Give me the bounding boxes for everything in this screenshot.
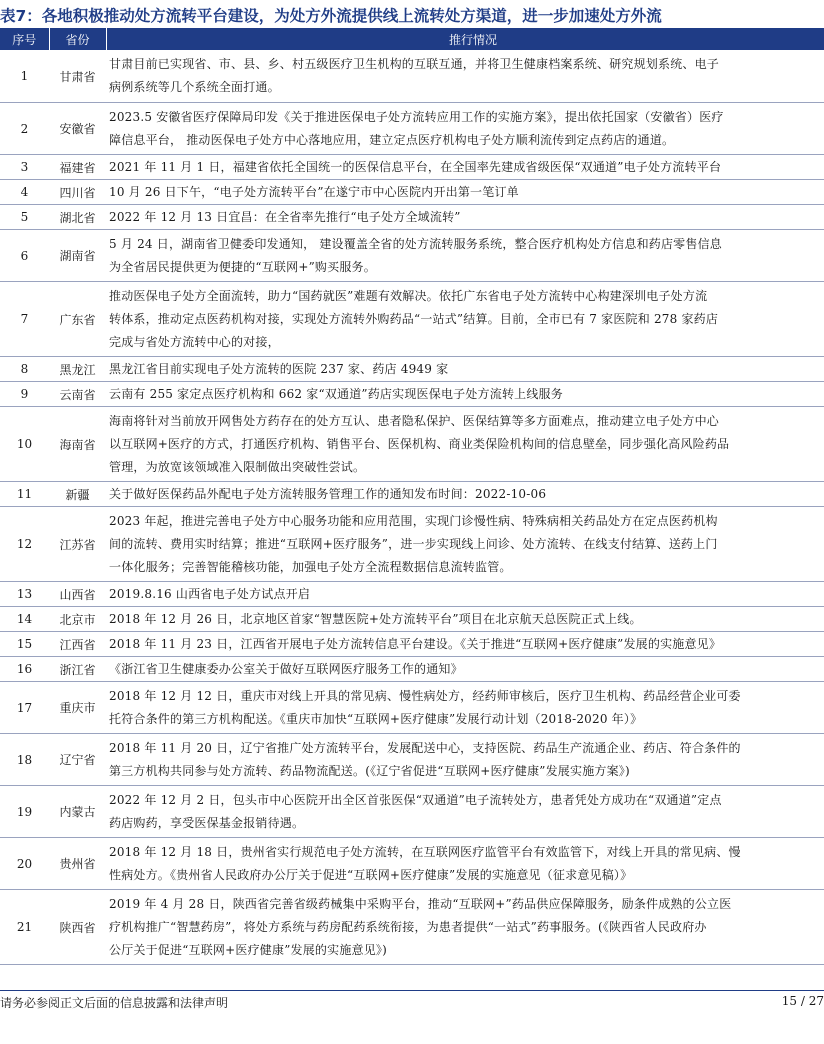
row-number: 2 (0, 103, 49, 155)
table-row (0, 682, 824, 734)
row-description (106, 507, 824, 582)
description-line: 障信息平台， 推动医保电子处方中心落地应用，建立定点医疗机构电子处方顺利流传到定点药店的通道。 (109, 132, 675, 147)
row-number: 15 (0, 632, 49, 657)
table-row (0, 607, 824, 632)
table-row (0, 282, 824, 357)
row-province: 广东省 (49, 282, 106, 357)
row-province: 内蒙古 (49, 786, 106, 838)
row-description (106, 682, 824, 734)
row-description (106, 632, 824, 657)
description-line: 以互联网+医疗的方式，打通医疗机构、销售平台、医保机构、商业类保险机构间的信息壁垒，同步强化高风险药品 (109, 436, 730, 451)
row-description (106, 607, 824, 632)
row-number: 1 (0, 50, 49, 103)
row-description (106, 103, 824, 155)
description-line: 公厅关于促进“互联网+医疗健康”发展的实施意见》) (109, 942, 388, 957)
row-description (106, 205, 824, 230)
description-line: 性病处方。《贵州省人民政府办公厅关于促进“互联网+医疗健康”发展的实施意见（征求意见稿）》 (109, 867, 633, 882)
description-line: 《浙江省卫生健康委办公室关于做好互联网医疗服务工作的通知》 (109, 661, 463, 676)
description-line: 黑龙江省目前实现电子处方流转的医院 237 家、药店 4949 家 (109, 361, 449, 376)
page-footer (0, 990, 824, 1011)
table-row (0, 407, 824, 482)
description-line: 一体化服务；完善智能稽核功能，加强电子处方全流程数据信息流转监管。 (109, 559, 512, 574)
table-row (0, 482, 824, 507)
description-line: 云南有 255 家定点医疗机构和 662 家“双通道”药店实现医保电子处方流转上线服务 (109, 386, 563, 401)
row-province: 海南省 (49, 407, 106, 482)
description-line: 2022 年 12 月 13 日宜昌：在全省率先推行“电子处方全域流转” (109, 209, 461, 224)
table-title: 表7：各地积极推动处方流转平台建设，为处方外流提供线上流转处方渠道，进一步加速处方外流 (0, 7, 662, 25)
table-row (0, 786, 824, 838)
description-line: 2021 年 11 月 1 日，福建省依托全国统一的医保信息平台，在全国率先建成省级医保“双通道”电子处方流转平台 (109, 159, 722, 174)
row-description (106, 482, 824, 507)
row-description (106, 282, 824, 357)
description-line: 海南将针对当前放开网售处方药存在的处方互认、患者隐私保护、医保结算等多方面难点，推动建立电子处方中心 (109, 413, 720, 428)
row-description (106, 838, 824, 890)
description-line: 10 月 26 日下午，“电子处方流转平台”在遂宁市中心医院内开出第一笔订单 (109, 184, 519, 199)
row-number: 5 (0, 205, 49, 230)
description-line: 病例系统等几个系统全面打通。 (109, 80, 280, 94)
table-row (0, 357, 824, 382)
table-row (0, 180, 824, 205)
row-number: 19 (0, 786, 49, 838)
description-line: 疗机构推广“智慧药房”，将处方系统与药房配药系统衔接，为患者提供“一站式”药事服务。(《陕西省人民政府办 (109, 919, 707, 934)
table-body (0, 50, 824, 965)
header-status: 推行情况 (106, 28, 824, 50)
row-description (106, 657, 824, 682)
row-description (106, 786, 824, 838)
header-province: 省份 (49, 28, 106, 50)
row-number: 3 (0, 155, 49, 180)
page-number: 15 / 27 (781, 994, 824, 1008)
row-province: 辽宁省 (49, 734, 106, 786)
description-line: 推动医保电子处方全面流转，助力“国药就医”难题有效解决。依托广东省电子处方流转中心构建深圳电子处方流 (109, 288, 708, 303)
table-header-row (0, 28, 824, 50)
row-number: 7 (0, 282, 49, 357)
row-number: 14 (0, 607, 49, 632)
table-row (0, 890, 824, 965)
row-province: 黑龙江 (49, 357, 106, 382)
table-row (0, 507, 824, 582)
description-line: 药店购药，享受医保基金报销待遇。 (109, 815, 305, 830)
description-line: 甘肃目前已实现省、市、县、乡、村五级医疗卫生机构的互联互通，并将卫生健康档案系统、研究规划系统、电子 (109, 57, 720, 71)
description-line: 托符合条件的第三方机构配送。《重庆市加快“互联网+医疗健康”发展行动计划（2018-2020 年）》 (109, 711, 643, 726)
row-number: 8 (0, 357, 49, 382)
row-number: 17 (0, 682, 49, 734)
row-description (106, 734, 824, 786)
table-row (0, 632, 824, 657)
row-province: 湖北省 (49, 205, 106, 230)
row-number: 12 (0, 507, 49, 582)
description-line: 第三方机构共同参与处方流转、药品物流配送。(《辽宁省促进“互联网+医疗健康”发展实施方案》) (109, 763, 630, 778)
row-number: 10 (0, 407, 49, 482)
row-province: 湖南省 (49, 230, 106, 282)
description-line: 转体系，推动定点医药机构对接，实现处方流转外购药品“一站式”结算。目前，全市已有 7 家医院和 278 家药店 (109, 311, 719, 326)
row-number: 4 (0, 180, 49, 205)
row-province: 陕西省 (49, 890, 106, 965)
description-line: 2018 年 12 月 12 日，重庆市对线上开具的常见病、慢性病处方，经药师审核后，医疗卫生机构、药品经营企业可委 (109, 688, 741, 703)
row-province: 新疆 (49, 482, 106, 507)
description-line: 2018 年 11 月 23 日，江西省开展电子处方流转信息平台建设。《关于推进“互联网+医疗健康”发展的实施意见》 (109, 636, 722, 651)
description-line: 2018 年 11 月 20 日，辽宁省推广处方流转平台，发展配送中心，支持医院、药品生产流通企业、药店、符合条件的 (109, 740, 741, 755)
description-line: 2022 年 12 月 2 日，包头市中心医院开出全区首张医保“双通道”电子流转处方，患者凭处方成功在“双通道”定点 (109, 792, 722, 807)
description-line: 管理，为放宽该领域准入限制做出突破性尝试。 (109, 459, 366, 474)
description-line: 2023.5 安徽省医疗保障局印发《关于推进医保电子处方流转应用工作的实施方案》，提出依托国家（安徽省）医疗 (109, 109, 724, 124)
table-row (0, 382, 824, 407)
description-line: 2018 年 12 月 26 日，北京地区首家“智慧医院+处方流转平台”项目在北京航天总医院正式上线。 (109, 611, 642, 626)
row-description (106, 50, 824, 103)
table-row (0, 50, 824, 103)
row-number: 6 (0, 230, 49, 282)
description-line: 2018 年 12 月 18 日，贵州省实行规范电子处方流转，在互联网医疗监管平台有效监管下，对线上开具的常见病、慢 (109, 844, 741, 859)
description-line: 2019.8.16 山西省电子处方试点开启 (109, 586, 311, 601)
row-description (106, 180, 824, 205)
row-description (106, 382, 824, 407)
table-row (0, 230, 824, 282)
row-number: 13 (0, 582, 49, 607)
row-province: 山西省 (49, 582, 106, 607)
description-line: 完成与省处方流转中心的对接， (109, 334, 280, 349)
description-line: 为全省居民提供更为便捷的“互联网+”购买服务。 (109, 259, 376, 274)
description-line: 5 月 24 日，湖南省卫健委印发通知， 建设覆盖全省的处方流转服务系统，整合医疗机构处方信息和药店零售信息 (109, 236, 722, 251)
row-number: 18 (0, 734, 49, 786)
row-description (106, 407, 824, 482)
row-province: 云南省 (49, 382, 106, 407)
row-province: 江西省 (49, 632, 106, 657)
row-description (106, 357, 824, 382)
row-number: 11 (0, 482, 49, 507)
row-province: 北京市 (49, 607, 106, 632)
table-row (0, 582, 824, 607)
row-description (106, 155, 824, 180)
disclaimer-text: 请务必参阅正文后面的信息披露和法律声明 (0, 996, 229, 1010)
description-line: 2019 年 4 月 28 日，陕西省完善省级药械集中采购平台，推动“互联网+”药品供应保障服务，励条件成熟的公立医 (109, 896, 732, 911)
row-province: 贵州省 (49, 838, 106, 890)
table-row (0, 103, 824, 155)
table-row (0, 734, 824, 786)
row-description (106, 582, 824, 607)
description-line: 间的流转、费用实时结算；推进“互联网+医疗服务”，进一步实现线上问诊、处方流转、在线支付结算、送药上门 (109, 536, 718, 551)
row-number: 16 (0, 657, 49, 682)
row-description (106, 230, 824, 282)
header-number: 序号 (0, 28, 49, 50)
policy-table (0, 28, 824, 965)
table-row (0, 838, 824, 890)
row-province: 江苏省 (49, 507, 106, 582)
table-row (0, 155, 824, 180)
row-number: 21 (0, 890, 49, 965)
row-description (106, 890, 824, 965)
table-row (0, 205, 824, 230)
row-province: 安徽省 (49, 103, 106, 155)
row-province: 福建省 (49, 155, 106, 180)
row-province: 甘肃省 (49, 50, 106, 103)
row-province: 浙江省 (49, 657, 106, 682)
row-province: 四川省 (49, 180, 106, 205)
row-number: 9 (0, 382, 49, 407)
table-row (0, 657, 824, 682)
description-line: 2023 年起，推进完善电子处方中心服务功能和应用范围，实现门诊慢性病、特殊病相关药品处方在定点医药机构 (109, 513, 718, 528)
row-province: 重庆市 (49, 682, 106, 734)
description-line: 关于做好医保药品外配电子处方流转服务管理工作的通知发布时间：2022-10-06 (109, 486, 547, 501)
row-number: 20 (0, 838, 49, 890)
